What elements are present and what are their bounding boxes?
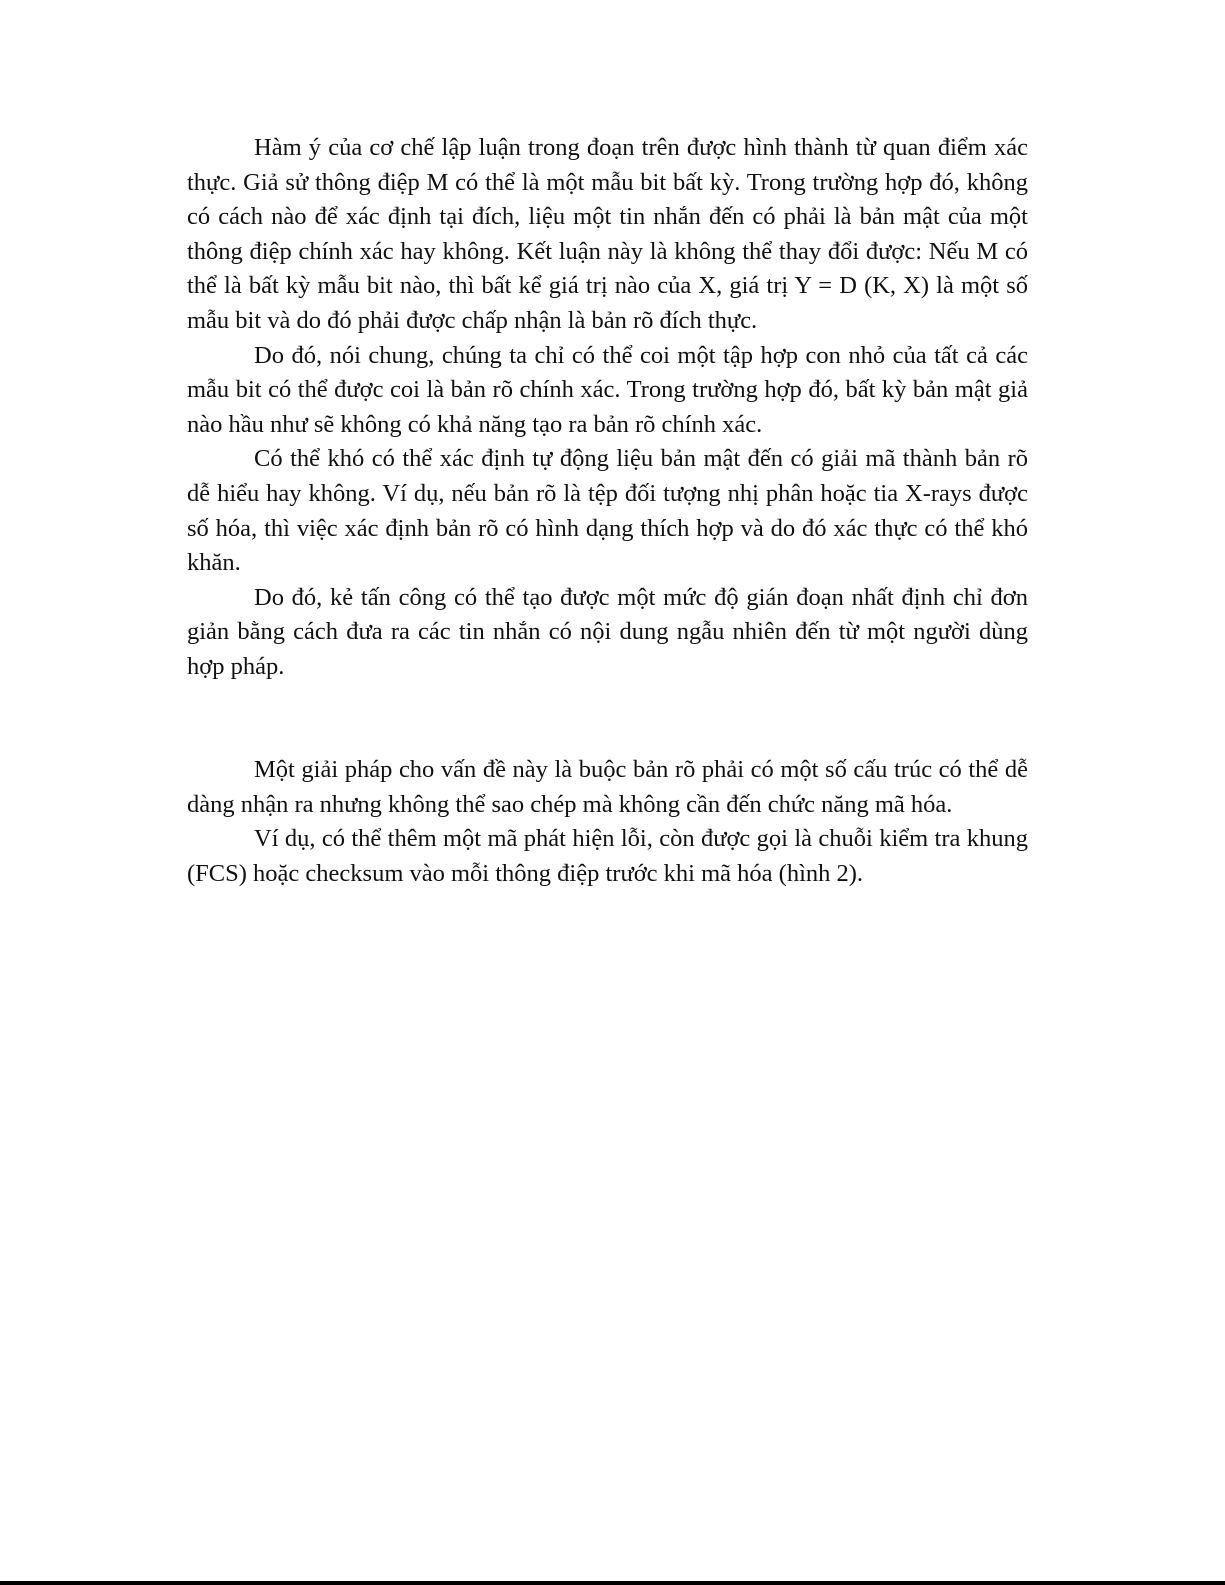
text-section-two <box>187 753 1028 891</box>
bottom-page-rule <box>0 1581 1225 1585</box>
paragraph-error-detection-example: Ví dụ, có thể thêm một mã phát hiện lỗi, còn được gọi là chuỗi kiểm tra khung (FCS) hoặc checksum vào mỗi thông điệp trước khi mã hóa (hình 2). <box>187 825 1028 887</box>
paragraph-valid-plaintext-subset: Do đó, nói chung, chúng ta chỉ có thể coi một tập hợp con nhỏ của tất cả các mẫu bit có thể được coi là bản rõ chính xác. Trong trường hợp đó, bất kỳ bản mật giả nào hầu như sẽ không có khả năng tạo ra bản rõ chính xác. <box>187 341 1028 438</box>
paragraph-automatic-verification: Có thể khó có thể xác định tự động liệu bản mật đến có giải mã thành bản rõ dễ hiểu hay không. Ví dụ, nếu bản rõ là tệp đối tượng nhị phân hoặc tia X-rays được số hóa, thì việc xác định bản rõ có hình dạng thích hợp và do đó xác thực có thể khó khăn. <box>187 445 1028 577</box>
paragraph-attacker-disruption: Do đó, kẻ tấn công có thể tạo được một mức độ gián đoạn nhất định chỉ đơn giản bằng cách đưa ra các tin nhắn có nội dung ngẫu nhiên đến từ một người dùng hợp pháp. <box>187 583 1028 680</box>
text-section-one <box>187 131 1028 685</box>
paragraph-authentication-implication: Hàm ý của cơ chế lập luận trong đoạn trên được hình thành từ quan điểm xác thực. Giả sử thông điệp M có thể là một mẫu bit bất kỳ. Trong trường hợp đó, không có cách nào để xác định tại đích, liệu một tin nhắn đến có phải là bản mật của một thông điệp chính xác hay không. Kết luận này là không thể thay đổi được: Nếu M có thể là bất kỳ mẫu bit nào, thì bất kể giá trị nào của X, giá trị Y = D (K, X) là một số mẫu bit và do đó phải được chấp nhận là bản rõ đích thực. <box>187 134 1028 334</box>
paragraph-structured-plaintext-solution: Một giải pháp cho vấn đề này là buộc bản rõ phải có một số cấu trúc có thể dễ dàng nhận ra nhưng không thể sao chép mà không cần đến chức năng mã hóa. <box>187 756 1028 818</box>
